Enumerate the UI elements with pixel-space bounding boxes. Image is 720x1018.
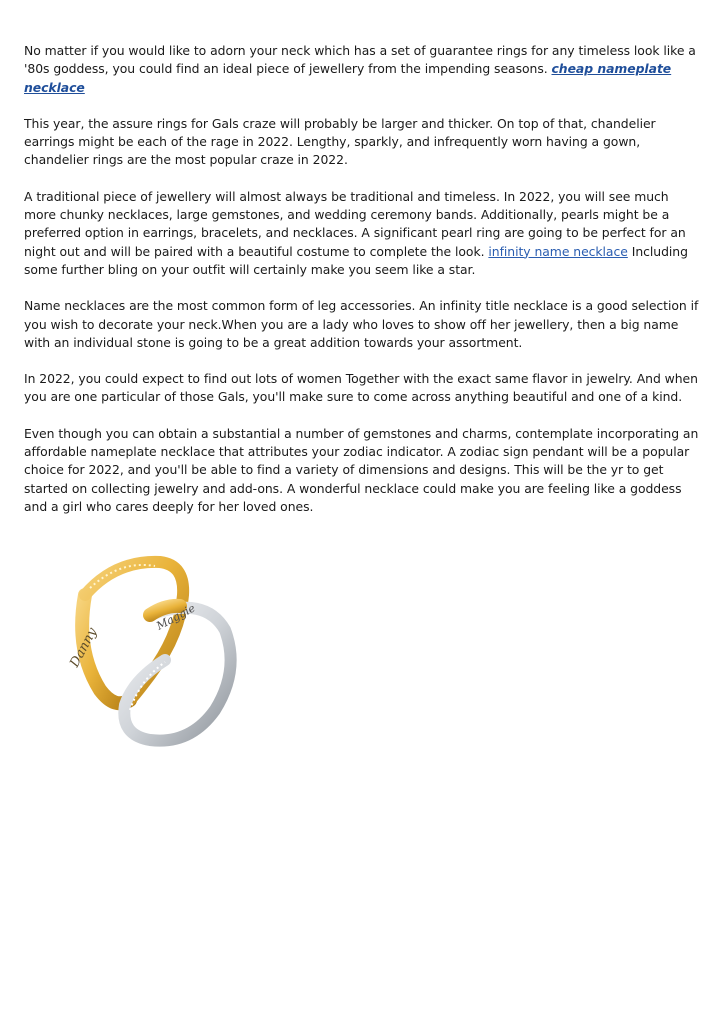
paragraph-4-text: Name necklaces are the most common form of leg accessories. An infinity title necklace is a good selection if you wish to decorate your neck.When you are a lady who loves to show off her jewellery, then a big name with an individual stone is going to be a great addition towards your assortment.	[24, 298, 699, 350]
paragraph-2	[24, 115, 700, 170]
paragraph-1-text: No matter if you would like to adorn your neck which has a set of guarantee rings for any timeless look like a '80s goddess, you could find an ideal piece of jewellery from the impending seasons.	[24, 43, 696, 77]
document-body	[24, 42, 700, 534]
infinity-name-necklace-link[interactable]: infinity name necklace	[488, 243, 628, 259]
paragraph-3-text-before: A traditional piece of jewellery will almost always be traditional and timeless. In 2022, you will see much more chunky necklaces, large gemstones, and wedding ceremony bands. Additionally, pearls might be a preferred option in earrings, bracelets, and necklaces. A significant pearl ring are going to be perfect for an night out and will be paired with a beautiful costume to complete the look.	[24, 188, 686, 259]
cheap-nameplate-necklace-link[interactable]: cheap nameplate necklace	[24, 61, 672, 95]
paragraph-2-text: This year, the assure rings for Gals craze will probably be larger and thicker. On top of that, chandelier earrings might be each of the rage in 2022. Lengthy, sparkly, and infrequently worn having a gown, chandelier rings are the most popular craze in 2022.	[24, 115, 656, 168]
paragraph-1	[24, 42, 700, 97]
paragraph-3-text-after: Including some further bling on your outfit will certainly make you seem like a star.	[24, 243, 688, 277]
paragraph-4	[24, 297, 700, 352]
gold-ring-engraving: Danny	[67, 625, 101, 670]
paragraph-6	[24, 425, 700, 516]
paragraph-5	[24, 370, 700, 407]
rings-photo	[55, 540, 245, 755]
silver-ring	[124, 601, 230, 740]
paragraph-6-text: Even though you can obtain a substantial a number of gemstones and charms, contemplate incorporating an affordable nameplate necklace that attributes your zodiac indicator. A zodiac sign pendant will be a popular choice for 2022, and you'll be able to find a variety of dimensions and designs. This will be the yr to get started on collecting jewelry and add-ons. A wonderful necklace could make you are feeling like a goddess and a girl who cares deeply for her loved ones.	[24, 425, 699, 514]
gold-ring	[67, 562, 183, 703]
paragraph-5-text: In 2022, you could expect to find out lots of women Together with the exact same flavor in jewelry. And when you are one particular of those Gals, you'll make sure to come across anything beautiful and one of a kind.	[24, 371, 698, 405]
paragraph-3	[24, 188, 700, 279]
silver-ring-engraving: Maggie	[154, 601, 198, 633]
